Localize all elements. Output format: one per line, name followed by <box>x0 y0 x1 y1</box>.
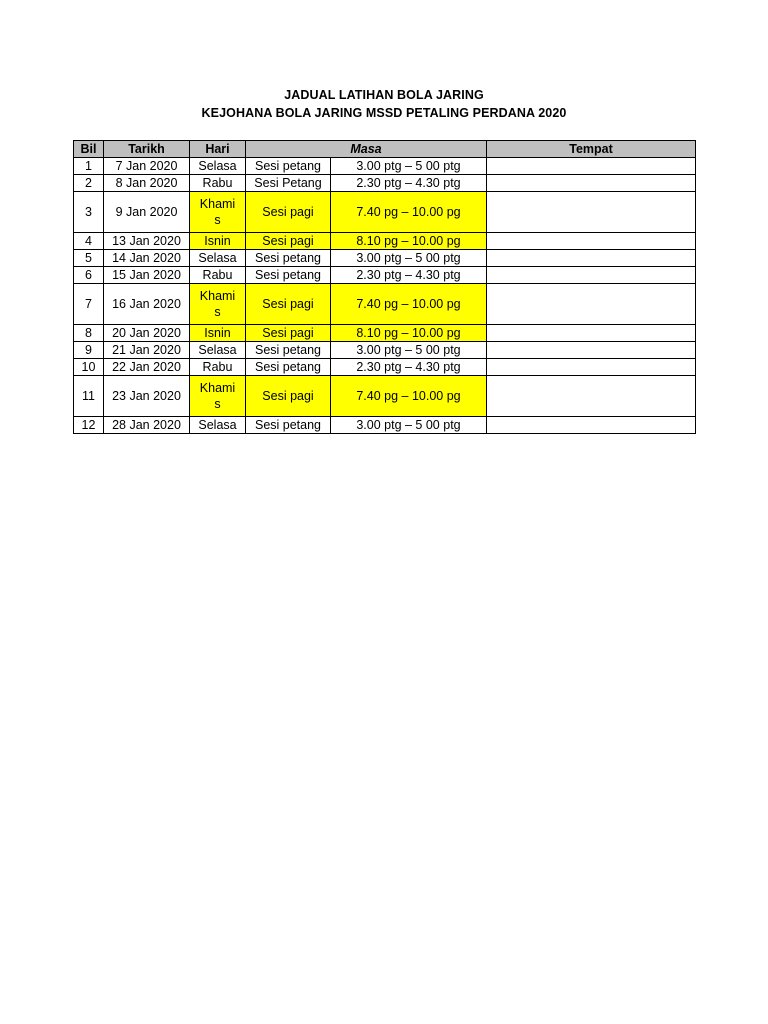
cell-hari: Selasa <box>190 342 246 359</box>
cell-hari <box>190 192 246 233</box>
cell-tempat <box>487 175 696 192</box>
cell-tarikh: 22 Jan 2020 <box>104 359 190 376</box>
cell-masa: 8.10 pg – 10.00 pg <box>331 233 487 250</box>
header-tarikh: Tarikh <box>104 141 190 158</box>
cell-tarikh: 15 Jan 2020 <box>104 267 190 284</box>
cell-tarikh: 21 Jan 2020 <box>104 342 190 359</box>
cell-sesi: Sesi petang <box>246 359 331 376</box>
cell-hari: Isnin <box>190 233 246 250</box>
cell-tempat <box>487 376 696 417</box>
document-title: JADUAL LATIHAN BOLA JARING <box>284 88 484 102</box>
table-row <box>74 359 696 376</box>
document-subtitle: KEJOHANA BOLA JARING MSSD PETALING PERDANA 2020 <box>201 106 567 120</box>
cell-sesi: Sesi petang <box>246 342 331 359</box>
cell-tempat <box>487 284 696 325</box>
header-hari: Hari <box>190 141 246 158</box>
cell-sesi: Sesi pagi <box>246 376 331 417</box>
cell-tempat <box>487 233 696 250</box>
cell-bil: 6 <box>74 267 104 284</box>
cell-sesi: Sesi petang <box>246 417 331 434</box>
schedule-table <box>73 140 696 434</box>
cell-sesi: Sesi petang <box>246 250 331 267</box>
cell-hari-line2: s <box>214 305 221 319</box>
cell-tarikh: 13 Jan 2020 <box>104 233 190 250</box>
cell-tempat <box>487 267 696 284</box>
table-row <box>74 192 696 233</box>
cell-masa: 3.00 ptg – 5 00 ptg <box>331 342 487 359</box>
cell-masa: 2.30 ptg – 4.30 ptg <box>331 175 487 192</box>
table-row <box>74 233 696 250</box>
cell-bil: 5 <box>74 250 104 267</box>
cell-masa: 2.30 ptg – 4.30 ptg <box>331 267 487 284</box>
cell-hari-line1: Khami <box>199 381 236 395</box>
table-row <box>74 284 696 325</box>
table-row <box>74 158 696 175</box>
header-masa: Masa <box>246 141 487 158</box>
cell-sesi: Sesi petang <box>246 267 331 284</box>
cell-masa: 7.40 pg – 10.00 pg <box>331 376 487 417</box>
table-row <box>74 267 696 284</box>
table-header-row <box>74 141 696 158</box>
cell-bil: 3 <box>74 192 104 233</box>
header-tempat: Tempat <box>487 141 696 158</box>
cell-masa: 2.30 ptg – 4.30 ptg <box>331 359 487 376</box>
cell-tempat <box>487 342 696 359</box>
cell-tempat <box>487 417 696 434</box>
cell-tarikh: 16 Jan 2020 <box>104 284 190 325</box>
cell-tarikh: 20 Jan 2020 <box>104 325 190 342</box>
table-row <box>74 175 696 192</box>
cell-hari <box>190 284 246 325</box>
cell-bil: 7 <box>74 284 104 325</box>
cell-sesi: Sesi Petang <box>246 175 331 192</box>
table-row <box>74 250 696 267</box>
header-bil: Bil <box>74 141 104 158</box>
cell-hari: Selasa <box>190 250 246 267</box>
cell-bil: 8 <box>74 325 104 342</box>
cell-bil: 9 <box>74 342 104 359</box>
cell-tarikh: 28 Jan 2020 <box>104 417 190 434</box>
cell-hari-line1: Khami <box>199 289 236 303</box>
cell-bil: 11 <box>74 376 104 417</box>
cell-masa: 7.40 pg – 10.00 pg <box>331 284 487 325</box>
table-row <box>74 325 696 342</box>
cell-hari: Isnin <box>190 325 246 342</box>
cell-bil: 2 <box>74 175 104 192</box>
cell-bil: 1 <box>74 158 104 175</box>
table-row <box>74 342 696 359</box>
cell-masa: 3.00 ptg – 5 00 ptg <box>331 158 487 175</box>
cell-hari: Rabu <box>190 175 246 192</box>
cell-hari: Rabu <box>190 359 246 376</box>
cell-tarikh: 14 Jan 2020 <box>104 250 190 267</box>
cell-tarikh: 7 Jan 2020 <box>104 158 190 175</box>
table-row <box>74 417 696 434</box>
cell-hari-line2: s <box>214 397 221 411</box>
cell-tempat <box>487 158 696 175</box>
cell-tarikh: 8 Jan 2020 <box>104 175 190 192</box>
table-row <box>74 376 696 417</box>
cell-tempat <box>487 359 696 376</box>
cell-bil: 4 <box>74 233 104 250</box>
cell-sesi: Sesi pagi <box>246 284 331 325</box>
cell-masa: 8.10 pg – 10.00 pg <box>331 325 487 342</box>
cell-sesi: Sesi pagi <box>246 233 331 250</box>
cell-sesi: Sesi pagi <box>246 325 331 342</box>
cell-tarikh: 23 Jan 2020 <box>104 376 190 417</box>
cell-tempat <box>487 325 696 342</box>
cell-sesi: Sesi pagi <box>246 192 331 233</box>
cell-hari: Selasa <box>190 417 246 434</box>
cell-hari: Rabu <box>190 267 246 284</box>
cell-hari <box>190 376 246 417</box>
cell-bil: 10 <box>74 359 104 376</box>
cell-tempat <box>487 192 696 233</box>
cell-hari: Selasa <box>190 158 246 175</box>
cell-masa: 7.40 pg – 10.00 pg <box>331 192 487 233</box>
cell-masa: 3.00 ptg – 5 00 ptg <box>331 250 487 267</box>
cell-sesi: Sesi petang <box>246 158 331 175</box>
cell-tempat <box>487 250 696 267</box>
cell-masa: 3.00 ptg – 5 00 ptg <box>331 417 487 434</box>
cell-tarikh: 9 Jan 2020 <box>104 192 190 233</box>
cell-hari-line1: Khami <box>199 197 236 211</box>
cell-bil: 12 <box>74 417 104 434</box>
cell-hari-line2: s <box>214 213 221 227</box>
